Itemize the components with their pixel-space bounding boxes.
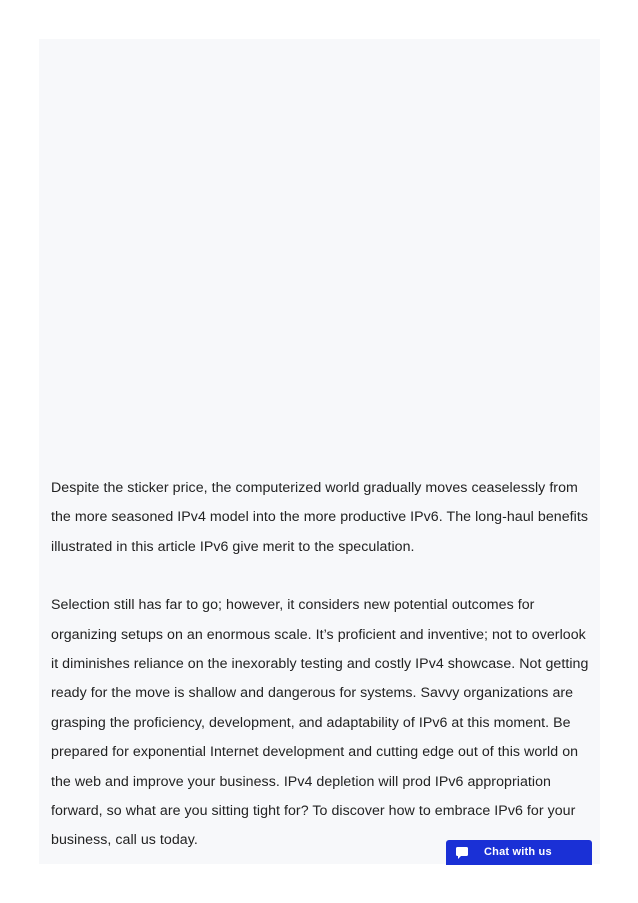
chat-with-us-button[interactable] <box>446 840 592 865</box>
chat-button-label: Chat with us <box>484 846 552 858</box>
document-page <box>39 39 600 864</box>
article-paragraph-2: Selection still has far to go; however, it considers new potential outcomes for organizing setups on an enormous scale. It’s proficient and inventive; not to overlook it diminishes reliance on the inexorably testing and costly IPv4 showcase. Not getting ready for the move is shallow and dangerous for systems. Savvy organizations are grasping the proficiency, development, and adaptability of IPv6 at this moment. Be prepared for exponential Internet development and cutting edge out of this world on the web and improve your business. IPv4 depletion will prod IPv6 appropriation forward, so what are you sitting tight for? To discover how to embrace IPv6 for your business, call us today. <box>51 597 589 849</box>
chat-bubble-icon <box>455 846 469 860</box>
article-paragraph-1: Despite the sticker price, the computerized world gradually moves ceaselessly from the more seasoned IPv4 model into the more productive IPv6. The long-haul benefits illustrated in this article IPv6 give merit to the speculation. <box>51 480 588 555</box>
article-body <box>51 474 591 856</box>
